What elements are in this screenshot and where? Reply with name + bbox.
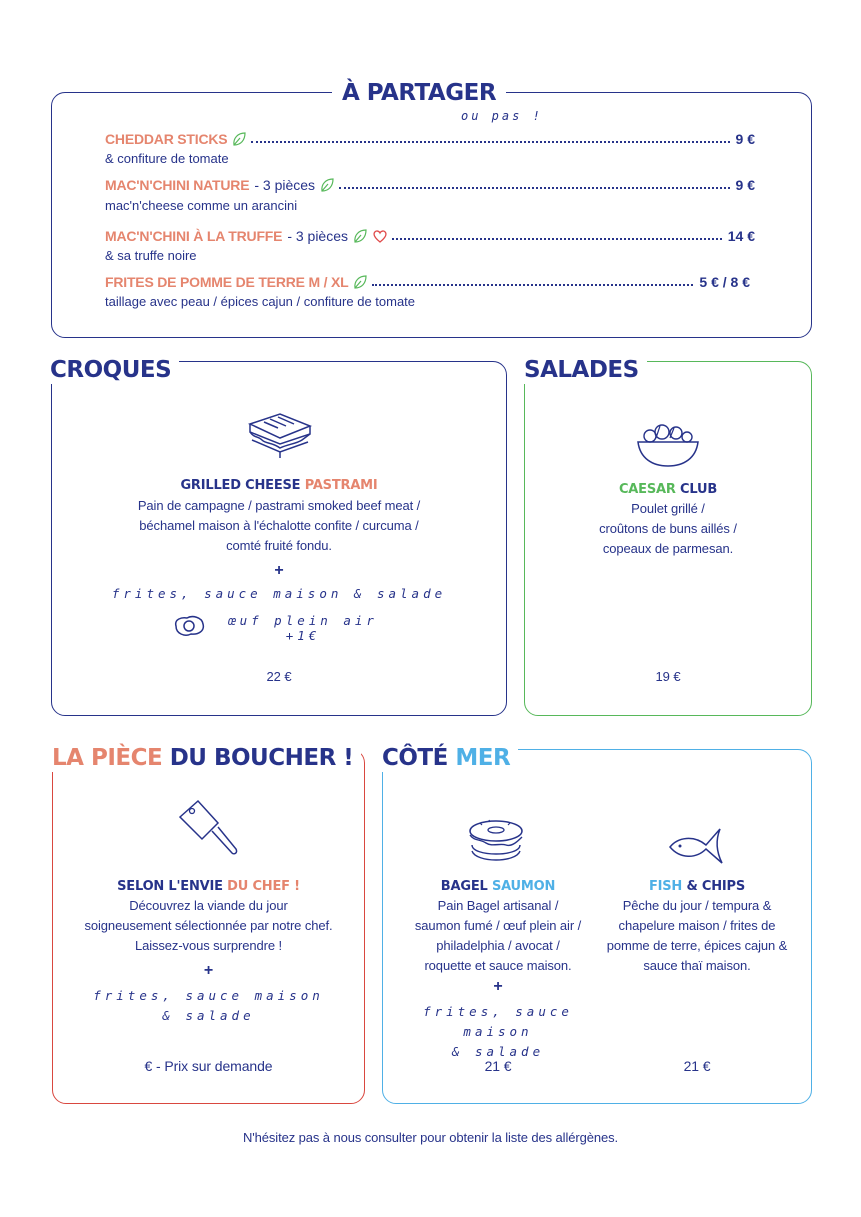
desc-line: Pain de campagne / pastrami smoked beef meat / <box>137 498 421 513</box>
item-name: MAC'N'CHINI À LA TRUFFE <box>105 228 283 244</box>
plus-sign: + <box>203 962 214 979</box>
leaf-icon <box>352 228 368 244</box>
sides-line: frites, sauce maison <box>93 988 324 1003</box>
item-name: FRITES DE POMME DE TERRE M / XL <box>105 274 349 290</box>
dish-price: 21 € <box>484 1058 512 1074</box>
desc-line: chapelure maison / frites de <box>618 918 776 933</box>
plus-sign: + <box>493 978 503 995</box>
salades-title: SALADES <box>520 356 647 384</box>
egg-text: œuf plein air +1€ <box>228 613 378 643</box>
dot-leader <box>392 238 722 240</box>
item-description: & confiture de tomate <box>105 151 229 166</box>
desc-line: Pêche du jour / tempura & <box>622 898 772 913</box>
desc-line: Poulet grillé / <box>631 501 705 516</box>
item-price: 9 € <box>735 131 755 147</box>
dot-leader <box>339 187 729 189</box>
sides-text <box>392 1002 604 1062</box>
mer-title-main: CÔTÉ <box>382 745 448 771</box>
dish-title-main: CLUB <box>680 482 718 497</box>
bagel-icon <box>464 817 528 874</box>
fish-icon <box>664 823 728 872</box>
dish-title-accent: PASTRAMI <box>304 478 378 493</box>
desc-line: roquette et sauce maison. <box>424 958 572 973</box>
dish-title-main: BAGEL <box>440 879 488 894</box>
share-subtitle: ou pas ! <box>461 109 543 123</box>
share-item <box>105 272 750 292</box>
desc-line: Laissez-vous surprendre ! <box>134 938 283 953</box>
item-extra: - 3 pièces <box>254 177 316 193</box>
dish-description <box>52 896 365 956</box>
egg-option <box>172 613 392 643</box>
item-name: CHEDDAR STICKS <box>105 131 228 147</box>
dish-title <box>524 482 812 497</box>
boucher-title-accent: LA PIÈCE <box>52 745 163 771</box>
dish-description <box>392 896 604 976</box>
egg-icon <box>172 614 206 643</box>
item-name: MAC'N'CHINI NATURE <box>105 177 250 193</box>
share-item <box>105 175 755 195</box>
desc-line: saumon fumé / œuf plein air / <box>414 918 582 933</box>
dish-description <box>51 496 507 556</box>
dot-leader <box>372 284 693 286</box>
leaf-icon <box>231 131 247 147</box>
sides-line: & salade <box>162 1008 255 1023</box>
sides-text <box>52 986 365 1026</box>
desc-line: Découvrez la viande du jour <box>129 898 288 913</box>
dish-description <box>524 499 812 559</box>
desc-line: comté fruité fondu. <box>226 538 332 553</box>
boucher-title <box>48 744 361 772</box>
allergen-note: N'hésitez pas à nous consulter pour obtenir la liste des allérgènes. <box>242 1130 619 1145</box>
cleaver-icon <box>172 797 244 866</box>
sandwich-icon <box>244 410 316 467</box>
heart-icon <box>372 228 388 244</box>
dot-leader <box>251 141 729 143</box>
share-item <box>105 226 755 246</box>
dish-price: 22 € <box>266 669 292 684</box>
sides-line: frites, sauce maison <box>423 1004 573 1039</box>
salad-bowl-icon <box>634 418 702 475</box>
item-description: & sa truffe noire <box>105 248 197 263</box>
leaf-icon <box>319 177 335 193</box>
boucher-title-main: DU BOUCHER ! <box>169 745 354 771</box>
item-description: taillage avec peau / épices cajun / confiture de tomate <box>105 294 416 309</box>
desc-line: soigneusement sélectionnée par notre chef. <box>84 918 333 933</box>
dish-title-accent: SAUMON <box>491 879 556 894</box>
sides-text: frites, sauce maison & salade <box>111 586 447 601</box>
desc-line: copeaux de parmesan. <box>602 541 734 556</box>
dish-title <box>51 478 507 493</box>
item-price: 14 € <box>727 228 755 244</box>
share-item <box>105 129 755 149</box>
item-description: mac'n'cheese comme un arancini <box>105 198 298 213</box>
desc-line: béchamel maison à l'échalotte confite / curcuma / <box>139 518 419 533</box>
dish-title-accent: CAESAR <box>618 482 676 497</box>
dish-price: 21 € <box>683 1058 711 1074</box>
croques-title: CROQUES <box>46 356 179 384</box>
dish-title-main: SELON L'ENVIE <box>117 879 223 894</box>
item-price: 9 € <box>735 177 755 193</box>
desc-line: philadelphia / avocat / <box>436 938 560 953</box>
mer-title-accent: MER <box>455 745 511 771</box>
sides-line: & salade <box>451 1044 545 1059</box>
desc-line: sauce thaï maison. <box>643 958 751 973</box>
desc-line: croûtons de buns aillés / <box>599 521 737 536</box>
plus-sign: + <box>274 562 284 579</box>
dish-title <box>600 879 794 894</box>
leaf-icon <box>352 274 368 290</box>
dish-title-accent: DU CHEF ! <box>227 879 300 894</box>
dish-title-main: GRILLED CHEESE <box>180 478 301 493</box>
item-price: 5 € / 8 € <box>699 274 750 290</box>
dish-title <box>52 879 365 894</box>
desc-line: pomme de terre, épices cajun & <box>606 938 788 953</box>
dish-title-main: & CHIPS <box>686 879 746 894</box>
desc-line: Pain Bagel artisanal / <box>437 898 559 913</box>
share-title: À PARTAGER <box>332 79 506 107</box>
dish-price: 19 € <box>655 669 681 684</box>
dish-title <box>392 879 604 894</box>
dish-description <box>600 896 794 976</box>
item-extra: - 3 pièces <box>287 228 349 244</box>
mer-title <box>378 744 518 772</box>
dish-title-accent: FISH <box>648 879 683 894</box>
dish-price: € - Prix sur demande <box>144 1058 273 1074</box>
